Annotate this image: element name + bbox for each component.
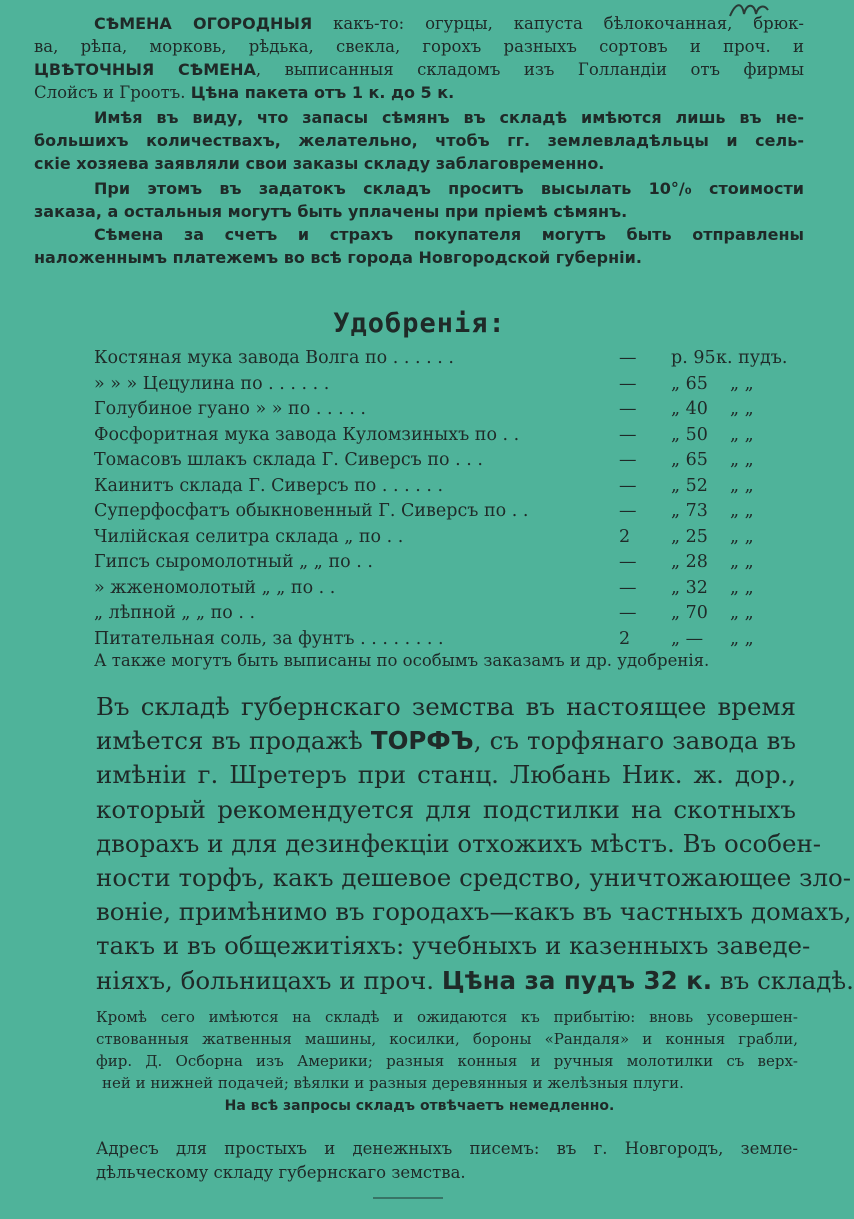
more-line: фир. Д. Осборна изъ Америки; разныя конныя и ручныя молотилки съ верх- <box>96 1052 798 1070</box>
peat-line: воніе, примѣнимо въ городахъ—какъ въ частныхъ домахъ, <box>96 897 852 927</box>
price-row: Чилійская селитра склада „ по . . 2 „ 25 „ „ <box>94 526 754 547</box>
address-line: Адресъ для простыхъ и денежныхъ писемъ: въ г. Новгородъ, земле- <box>96 1139 798 1158</box>
more-line: ствованныя жатвенныя машины, косилки, бороны «Рандаля» и конныя грабли, <box>96 1030 798 1048</box>
fertilizers-note: А также могутъ быть выписаны по особымъ заказамъ и др. удобренія. <box>94 651 710 670</box>
more-line: Кромѣ сего имѣются на складѣ и ожидаются къ прибытію: вновь усовершен- <box>96 1008 798 1026</box>
price-row: Питательная соль, за фунтъ . . . . . . . . 2 „ — „ „ <box>94 628 754 649</box>
peat-section <box>96 690 854 998</box>
price-row: Голубиное гуано » » по . . . . . — „ 40 „ „ <box>94 399 754 419</box>
seeds-para-4-line-2: наложеннымъ платежемъ во всѣ города Новгородской губерніи. <box>34 248 642 267</box>
reply-notice: На всѣ запросы складъ отвѣчаетъ немедленно. <box>224 1098 615 1114</box>
seeds-para-2-line-1: Имѣя въ виду, что запасы сѣмянъ въ складѣ имѣются лишь въ не- <box>94 108 804 127</box>
peat-line: дворахъ и для дезинфекціи отхожихъ мѣстъ. Въ особен- <box>96 828 822 858</box>
seeds-line-3: ЦВѢТОЧНЫЯ СѢМЕНА, выписанныя складомъ изъ Голландіи отъ фирмы <box>34 60 804 79</box>
peat-line: ности торфъ, какъ дешевое средство, уничтожающее зло- <box>96 863 852 893</box>
price-row: Гипсъ сыромолотный „ „ по . . — „ 28 „ „ <box>94 552 754 572</box>
price-row: Суперфосфатъ обыкновенный Г. Сиверсъ по . . — „ 73 „ „ <box>94 501 754 521</box>
seeds-line-4: Слойсъ и Гроотъ. Цѣна пакета отъ 1 к. до 5 к. <box>34 83 455 102</box>
seeds-para-2-line-3: скіе хозяева заявляли свои заказы складу заблаговременно. <box>34 154 605 173</box>
address-section <box>96 1137 798 1185</box>
seeds-line-2: ва, рѣпа, морковь, рѣдька, свекла, горохъ разныхъ сортовъ и проч. и <box>34 37 804 56</box>
price-row: Каинитъ склада Г. Сиверсъ по . . . . . . — „ 52 „ „ <box>94 475 754 496</box>
peat-line: такъ и въ общежитіяхъ: учебныхъ и казенныхъ заведе- <box>96 931 811 961</box>
seeds-para-3-line-1: При этомъ въ задатокъ складъ проситъ высылать 10°/₀ стоимости <box>94 179 804 198</box>
price-row: Фосфоритная мука завода Куломзиныхъ по . . — „ 50 „ „ <box>94 424 754 445</box>
seeds-para-3-line-2: заказа, а остальныя могутъ быть уплачены при пріемѣ сѣмянъ. <box>34 202 628 221</box>
seeds-section <box>34 12 804 269</box>
peat-line: ніяхъ, больницахъ и проч. Цѣна за пудъ 32 к. въ складѣ. <box>96 965 854 995</box>
bottom-divider <box>373 1197 443 1199</box>
fertilizers-price-list <box>94 346 794 652</box>
peat-line: имѣется въ продажѣ ТОРФЪ, съ торфянаго завода въ <box>96 726 796 756</box>
seeds-para-2-line-2: большихъ количествахъ, желательно, чтобъ гг. землевладѣльцы и сель- <box>34 131 804 150</box>
price-row: Томасовъ шлакъ склада Г. Сиверсъ по . . . — „ 65 „ „ <box>94 450 754 470</box>
price-row: » » » Цецулина по . . . . . . — „ 65 „ „ <box>94 373 754 394</box>
price-row: „ лѣпной „ „ по . . — „ 70 „ „ <box>94 603 754 623</box>
seeds-line-1: СѢМЕНА ОГОРОДНЫЯ какъ-то: огурцы, капуста бѣлокочанная, брюк- <box>94 14 804 33</box>
more-line: ней и нижней подачей; вѣялки и разныя деревянныя и желѣзныя плуги. <box>102 1074 684 1092</box>
more-items-section <box>96 1006 798 1094</box>
price-row: Костяная мука завода Волга по . . . . . . — р. 95 к. пудъ. <box>94 348 788 368</box>
address-line: дѣльческому складу губернскаго земства. <box>96 1163 466 1182</box>
price-row: » жженомолотый „ „ по . . — „ 32 „ „ <box>94 577 754 598</box>
peat-line: который рекомендуется для подстилки на скотныхъ <box>96 794 796 824</box>
peat-line: имѣніи г. Шретеръ при станц. Любань Ник. ж. дор., <box>96 760 796 790</box>
peat-line: Въ складѣ губернскаго земства въ настоящее время <box>96 692 796 721</box>
seeds-para-4-line-1: Сѣмена за счетъ и страхъ покупателя могутъ быть отправлены <box>94 225 804 244</box>
fertilizers-heading: Удобренія: <box>333 308 506 339</box>
